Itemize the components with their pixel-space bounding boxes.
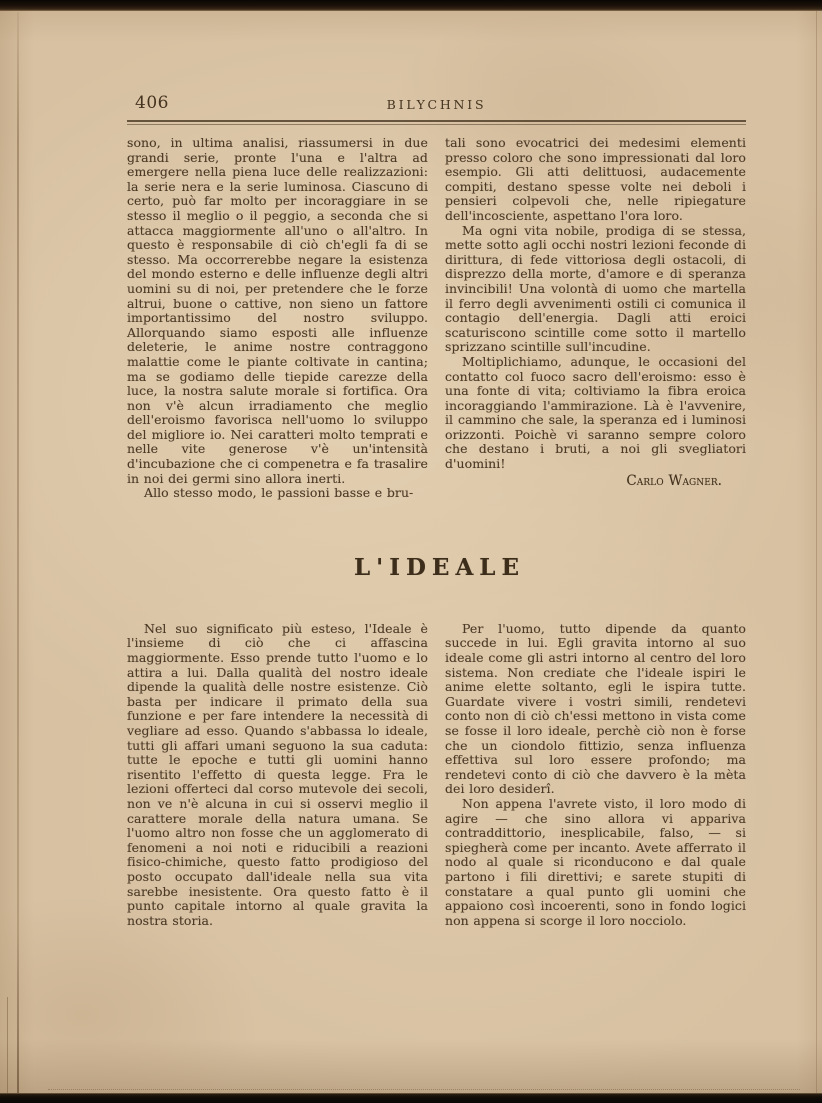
journal-title: BILYCHNIS	[386, 97, 487, 112]
author-signature: Carlo Wagner.	[626, 472, 722, 489]
page-deckle-line	[48, 1089, 800, 1090]
book-edge-bottom	[0, 1093, 822, 1103]
page-edge-right	[816, 11, 817, 1093]
running-header	[127, 93, 746, 114]
paragraph: Non appena l'avrete visto, il loro modo di agire — che sino allora vi appariva contraddittorio, inesplicabile, falso, — si spiegherà come per incanto. Avete afferrato il nodo al quale si riconducono e dal quale partono i fili direttivi; e sarete stupiti di constatare a qual punto gli uomini che appaiono così incoerenti, sono in fondo logici non appena si scorge il loro nocciolo.	[445, 795, 746, 928]
book-edge-top	[0, 0, 822, 11]
article-ideale-section	[127, 622, 746, 928]
right-column	[445, 136, 746, 501]
paragraph: Ma ogni vita nobile, prodiga di se stessa, mette sotto agli occhi nostri lezioni feconde di dirittura, di fede vittoriosa degli ostacoli, di disprezzo della morte, d'amore e di speranza invincibili! Una volontà di uomo che martella il ferro degli avvenimenti ostili ci comunica il contagio dell'energia. Dagli atti eroici scaturiscono scintille come sotto il martello sprizzano scintille sull'incudine.	[445, 222, 746, 355]
page-content	[127, 0, 746, 928]
left-column	[127, 622, 428, 928]
right-column	[445, 622, 746, 928]
article-end-section	[127, 136, 746, 501]
article-title: L'IDEALE	[354, 553, 525, 581]
paragraph: tali sono evocatrici dei medesimi elementi presso coloro che sono impressionati dal loro esempio. Gli atti delittuosi, audacemente compiti, destano spesse volte nei deboli i pensieri colpevoli che, nelle ripiegature dell'incosciente, aspettano l'ora loro.	[445, 135, 746, 223]
paragraph: Nel suo significato più esteso, l'Ideale è l'insieme di ciò che ci affascina maggiormente. Esso prende tutto l'uomo e lo attira a lui. Dalla qualità del nostro ideale dipende la qualità delle nostre esistenze. Ciò basta per indicare il primato della sua funzione e per fare intendere la necessità di vegliare ad esso. Quando s'abbassa lo ideale, tutti gli affari umani seguono la sua caduta: tutte le epoche e tutti gli uomini hanno risentito l'effetto di questa legge. Fra le lezioni offerteci dal corso mutevole dei secoli, non ve n'è alcuna in cui si osservi meglio il carattere morale della natura umana. Se l'uomo altro non fosse che un agglomerato di fenomeni a noi noti e riducibili a reazioni fisico-chimiche, questo fatto prodigioso del posto occupato dall'ideale nella sua vita sarebbe inesistente. Ora questo fatto è il punto capitale intorno al quale gravita la nostra storia.	[127, 620, 428, 928]
page-fold-crease	[17, 12, 19, 1093]
paragraph: Moltiplichiamo, adunque, le occasioni del contatto col fuoco sacro dell'eroismo: esso è una fonte di vita; coltiviamo la fibra eroica incoraggiando l'ammirazione. Là è l'avvenire, il cammino che sale, la speranza ed i luminosi orizzonti. Poichè vi saranno sempre coloro che destano i bruti, a noi gli svegliatori d'uomini!	[445, 353, 746, 472]
page-stack-edge	[7, 997, 8, 1093]
header-rule-thin	[127, 124, 746, 125]
paragraph: Per l'uomo, tutto dipende da quanto succede in lui. Egli gravita intorno al suo ideale come gli astri intorno al centro del loro sistema. Non crediate che l'ideale ispiri le anime elette soltanto, egli le ispira tutte. Guardate vivere i vostri simili, rendetevi conto non di ciò ch'essi mettono in vista come se fosse il loro ideale, perchè ciò non è forse che un ciondolo fittizio, senza influenza effettiva sul loro essere profondo; ma rendetevi conto di ciò che davvero è la mèta dei loro desiderî.	[445, 620, 746, 797]
page-number: 406	[135, 93, 169, 113]
paragraph: sono, in ultima analisi, riassumersi in due grandi serie, pronte l'una e l'altra ad emergere nella piena luce delle realizzazioni: la serie nera e la serie luminosa. Ciascuno di certo, può far molto per incoraggiare in se stesso il meglio o il peggio, a seconda che si attacca maggiormente all'uno o all'altro. In questo è responsabile di ciò ch'egli fa di se stesso. Ma occorrerebbe negare la esistenza del mondo esterno e delle influenze degli altri uomini su di noi, per pretendere che le forze altrui, buone o cattive, non sieno un fattore importantissimo del nostro sviluppo. Allorquando siamo esposti alle influenze deleterie, le anime nostre contraggono malattie come le piante coltivate in cantina; ma se godiamo delle tiepide carezze della luce, la nostra salute morale si fortifica. Ora non v'è alcun irradiamento che meglio dell'eroismo favorisca nell'uomo lo sviluppo del migliore io. Nei caratteri molto temprati e nelle vite generose v'è un'intensità d'incubazione che ci compenetra e fa trasalire in noi dei germi sino allora inerti.	[127, 135, 428, 486]
header-rule-thick	[127, 120, 746, 122]
paragraph: Allo stesso modo, le passioni basse e bru-	[144, 485, 414, 501]
left-column	[127, 136, 428, 501]
